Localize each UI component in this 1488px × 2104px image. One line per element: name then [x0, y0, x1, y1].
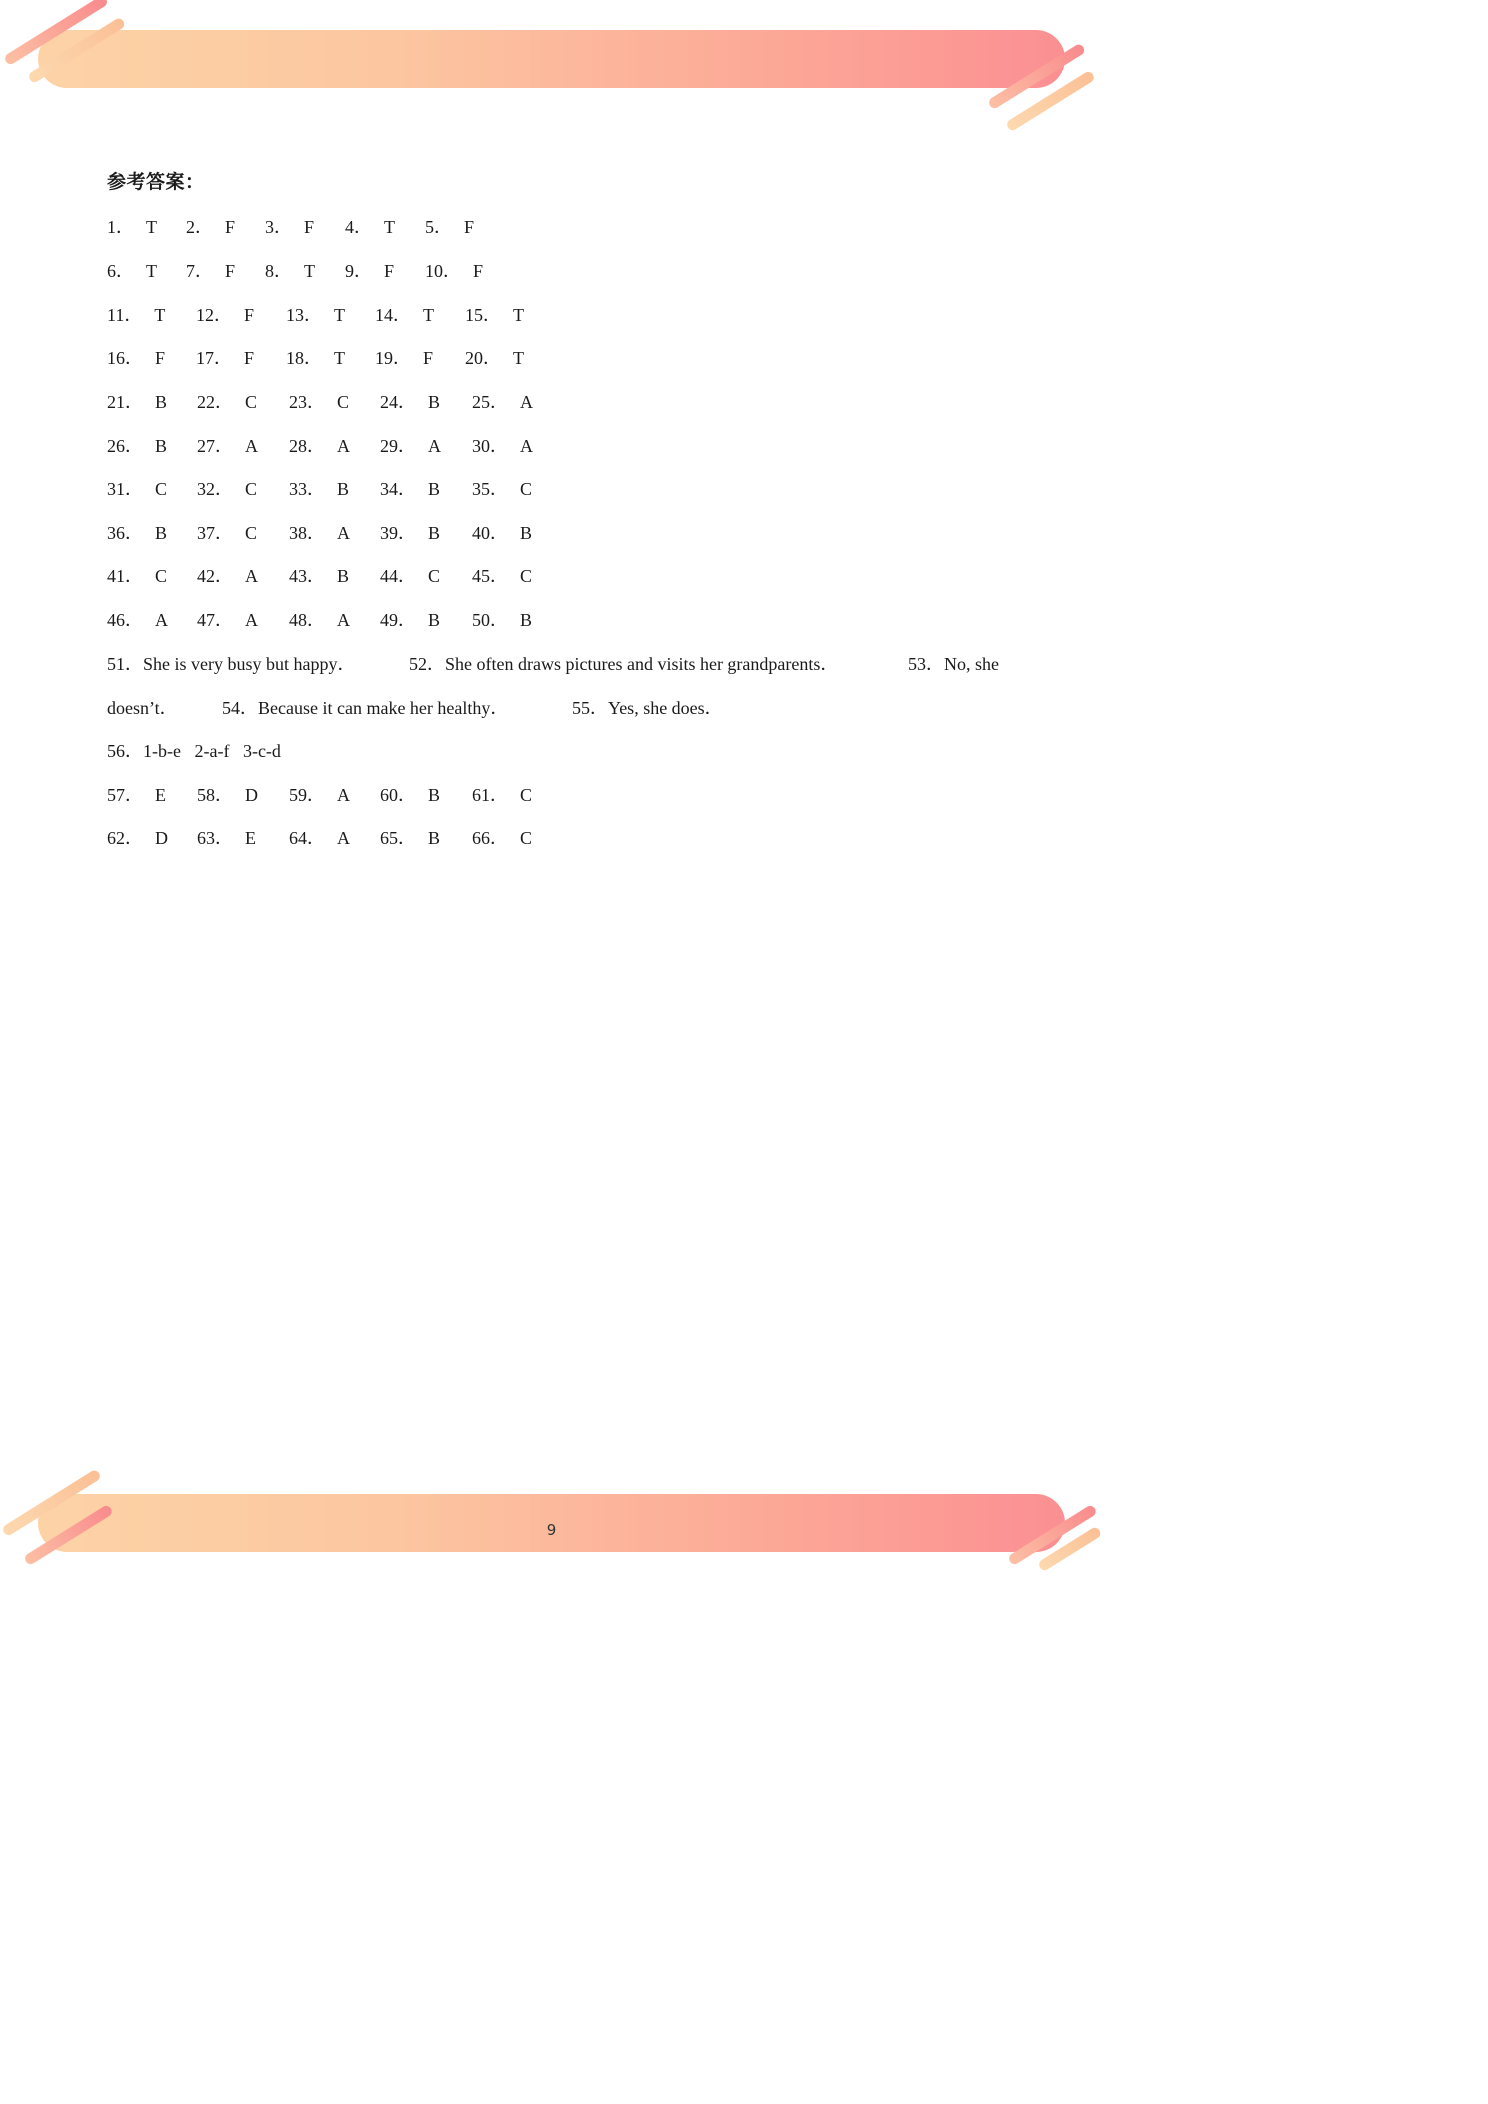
question-number: 62．	[107, 828, 143, 848]
answer-letter: D	[155, 828, 168, 848]
answer-letter: A	[428, 436, 441, 456]
answer-letter: A	[155, 610, 168, 630]
answer-item	[197, 824, 256, 850]
answer-item	[107, 344, 165, 370]
answer-letter: T	[384, 217, 395, 237]
answer-letter: A	[337, 610, 350, 630]
answer-item	[196, 301, 254, 327]
answer-letter: C	[245, 523, 258, 543]
question-number: 25．	[472, 392, 508, 412]
answer-letter: C	[245, 479, 258, 499]
question-number: 6．	[107, 261, 134, 281]
question-number: 4．	[345, 217, 372, 237]
question-number: 21．	[107, 392, 143, 412]
answer-letter: F	[244, 348, 255, 368]
answer-letter: C	[520, 479, 533, 499]
answer-letter: T	[423, 305, 434, 325]
question-number: 23．	[289, 392, 325, 412]
answer-letter: A	[520, 392, 533, 412]
question-number: 38．	[289, 523, 325, 543]
answer-item	[472, 475, 532, 501]
question-number: 31．	[107, 479, 143, 499]
answer-item	[107, 781, 166, 807]
answer-item	[465, 344, 524, 370]
answer-letter: A	[337, 436, 350, 456]
question-number: 66．	[472, 828, 508, 848]
question-number: 45．	[472, 566, 508, 586]
answer-letter: T	[304, 261, 315, 281]
question-number: 24．	[380, 392, 416, 412]
answer-letter: C	[155, 479, 168, 499]
answer-letter: F	[384, 261, 395, 281]
answer-letter: F	[464, 217, 475, 237]
question-number: 64．	[289, 828, 325, 848]
question-number: 12．	[196, 305, 232, 325]
answer-letter: B	[520, 523, 533, 543]
answer-row	[0, 432, 1103, 462]
answer-item	[289, 519, 350, 545]
answer-item	[380, 432, 441, 458]
answer-row	[0, 475, 1103, 505]
answer-53: 53．No, she	[908, 654, 999, 674]
answer-item	[289, 388, 349, 414]
question-number: 9．	[345, 261, 372, 281]
answer-letter: B	[428, 610, 441, 630]
answer-letter: F	[155, 348, 166, 368]
answer-letter: A	[245, 436, 258, 456]
question-number: 63．	[197, 828, 233, 848]
answer-letter: B	[428, 392, 441, 412]
answer-item	[289, 781, 350, 807]
answer-55: 55．Yes, she does．	[572, 698, 723, 718]
question-number: 17．	[196, 348, 232, 368]
answer-row	[0, 606, 1103, 636]
question-number: 11．	[107, 305, 143, 325]
question-number: 14．	[375, 305, 411, 325]
answer-letter: B	[155, 392, 168, 412]
question-number: 60．	[380, 785, 416, 805]
answer-letter: B	[428, 523, 441, 543]
answer-letter: E	[245, 828, 256, 848]
answer-row	[0, 519, 1103, 549]
question-number: 2．	[186, 217, 213, 237]
answer-item	[380, 781, 440, 807]
question-number: 30．	[472, 436, 508, 456]
answer-letter: C	[245, 392, 258, 412]
answer-item	[472, 519, 532, 545]
answer-item	[186, 213, 235, 239]
answer-item	[186, 257, 235, 283]
answer-letter: E	[155, 785, 166, 805]
answer-item	[425, 213, 474, 239]
answer-item	[107, 301, 165, 327]
answer-item	[472, 432, 533, 458]
answer-letter: B	[337, 479, 350, 499]
answer-letter: C	[428, 566, 441, 586]
question-number: 65．	[380, 828, 416, 848]
question-number: 10．	[425, 261, 461, 281]
answer-letter: A	[245, 610, 258, 630]
answer-item	[197, 519, 257, 545]
answer-row	[0, 213, 1103, 243]
answer-item	[197, 475, 257, 501]
question-number: 39．	[380, 523, 416, 543]
question-number: 47．	[197, 610, 233, 630]
answer-item	[289, 606, 350, 632]
question-number: 50．	[472, 610, 508, 630]
answer-letter: T	[154, 305, 166, 325]
answer-letter: T	[334, 348, 345, 368]
question-number: 41．	[107, 566, 143, 586]
question-number: 1．	[107, 217, 134, 237]
answer-item	[107, 606, 168, 632]
question-number: 8．	[265, 261, 292, 281]
answer-letter: F	[244, 305, 255, 325]
answer-letter: C	[520, 828, 533, 848]
question-number: 42．	[197, 566, 233, 586]
answer-row	[0, 344, 1103, 374]
answer-item	[380, 606, 440, 632]
answer-51: 51．She is very busy but happy．	[107, 654, 356, 674]
answer-item	[472, 824, 532, 850]
answer-53-continued: doesn’t．	[107, 698, 178, 718]
question-number: 37．	[197, 523, 233, 543]
answer-item	[465, 301, 524, 327]
answer-item	[107, 432, 167, 458]
question-number: 19．	[375, 348, 411, 368]
answer-letter: B	[155, 436, 168, 456]
question-number: 40．	[472, 523, 508, 543]
question-number: 20．	[465, 348, 501, 368]
answer-item	[197, 606, 258, 632]
question-number: 61．	[472, 785, 508, 805]
question-number: 34．	[380, 479, 416, 499]
question-number: 7．	[186, 261, 213, 281]
answer-letter: C	[337, 392, 350, 412]
answer-letter: F	[423, 348, 434, 368]
answer-letter: B	[428, 479, 441, 499]
answer-letter: F	[473, 261, 484, 281]
answer-row	[0, 388, 1103, 418]
answer-letter: A	[245, 566, 258, 586]
answer-item	[289, 824, 350, 850]
question-number: 16．	[107, 348, 143, 368]
answer-item	[472, 781, 532, 807]
question-number: 26．	[107, 436, 143, 456]
answer-item	[472, 562, 532, 588]
answer-letter: C	[155, 566, 168, 586]
answer-item	[425, 257, 483, 283]
answer-row	[0, 301, 1103, 331]
answer-item	[380, 475, 440, 501]
answer-52: 52．She often draws pictures and visits her grandparents．	[409, 654, 839, 674]
answer-row	[0, 257, 1103, 287]
answer-item	[197, 562, 258, 588]
answer-letter: B	[337, 566, 350, 586]
answer-letter: B	[428, 828, 441, 848]
question-number: 46．	[107, 610, 143, 630]
answer-item	[380, 562, 440, 588]
question-number: 49．	[380, 610, 416, 630]
answer-item	[289, 475, 349, 501]
question-number: 44．	[380, 566, 416, 586]
question-number: 43．	[289, 566, 325, 586]
question-number: 13．	[286, 305, 322, 325]
answer-letter: B	[428, 785, 441, 805]
answer-item	[107, 519, 167, 545]
question-number: 15．	[465, 305, 501, 325]
answer-item	[197, 388, 257, 414]
answer-row	[0, 562, 1103, 592]
answer-item	[286, 344, 345, 370]
answer-letter: T	[334, 305, 345, 325]
answer-letter: T	[513, 305, 524, 325]
question-number: 22．	[197, 392, 233, 412]
answer-letter: A	[337, 523, 350, 543]
question-number: 58．	[197, 785, 233, 805]
answer-item	[345, 213, 395, 239]
question-number: 5．	[425, 217, 452, 237]
question-number: 48．	[289, 610, 325, 630]
answer-letter: A	[337, 828, 350, 848]
answer-letter: F	[304, 217, 315, 237]
answer-item	[472, 388, 533, 414]
answer-item	[197, 432, 258, 458]
question-number: 3．	[265, 217, 292, 237]
answer-letter: F	[225, 261, 236, 281]
answer-item	[286, 301, 345, 327]
question-number: 32．	[197, 479, 233, 499]
answer-item	[265, 213, 314, 239]
answer-item	[380, 824, 440, 850]
answer-item	[197, 781, 258, 807]
question-number: 36．	[107, 523, 143, 543]
answer-letter: B	[520, 610, 533, 630]
question-number: 28．	[289, 436, 325, 456]
answer-item	[375, 301, 434, 327]
answer-letter: A	[520, 436, 533, 456]
answer-item	[107, 213, 157, 239]
answer-56: 56．1-b-e 2-a-f 3-c-d	[107, 741, 281, 761]
answer-letter: T	[146, 217, 157, 237]
answer-letter: A	[337, 785, 350, 805]
answer-letter: T	[513, 348, 524, 368]
answer-row	[0, 781, 1103, 811]
answer-item	[289, 432, 350, 458]
answer-item	[107, 475, 167, 501]
answer-letter: C	[520, 566, 533, 586]
answer-item	[196, 344, 254, 370]
question-number: 59．	[289, 785, 325, 805]
question-number: 35．	[472, 479, 508, 499]
answer-row	[0, 824, 1103, 854]
answer-letter: T	[146, 261, 157, 281]
answer-item	[107, 824, 168, 850]
answer-item	[380, 519, 440, 545]
answer-letter: B	[155, 523, 168, 543]
header-banner	[38, 30, 1065, 88]
answer-item	[345, 257, 394, 283]
answer-letter: D	[245, 785, 258, 805]
page-number: 9	[546, 1521, 557, 1539]
answer-letter: F	[225, 217, 236, 237]
answer-54: 54．Because it can make her healthy．	[222, 698, 509, 718]
answers-heading: 参考答案：	[107, 171, 205, 193]
answer-item	[375, 344, 433, 370]
answer-letter: C	[520, 785, 533, 805]
question-number: 33．	[289, 479, 325, 499]
answer-item	[289, 562, 349, 588]
answer-item	[380, 388, 440, 414]
answer-item	[107, 388, 167, 414]
question-number: 27．	[197, 436, 233, 456]
answer-item	[107, 562, 167, 588]
answer-item	[472, 606, 532, 632]
answer-item	[107, 257, 157, 283]
question-number: 29．	[380, 436, 416, 456]
answer-item	[265, 257, 315, 283]
question-number: 57．	[107, 785, 143, 805]
question-number: 18．	[286, 348, 322, 368]
